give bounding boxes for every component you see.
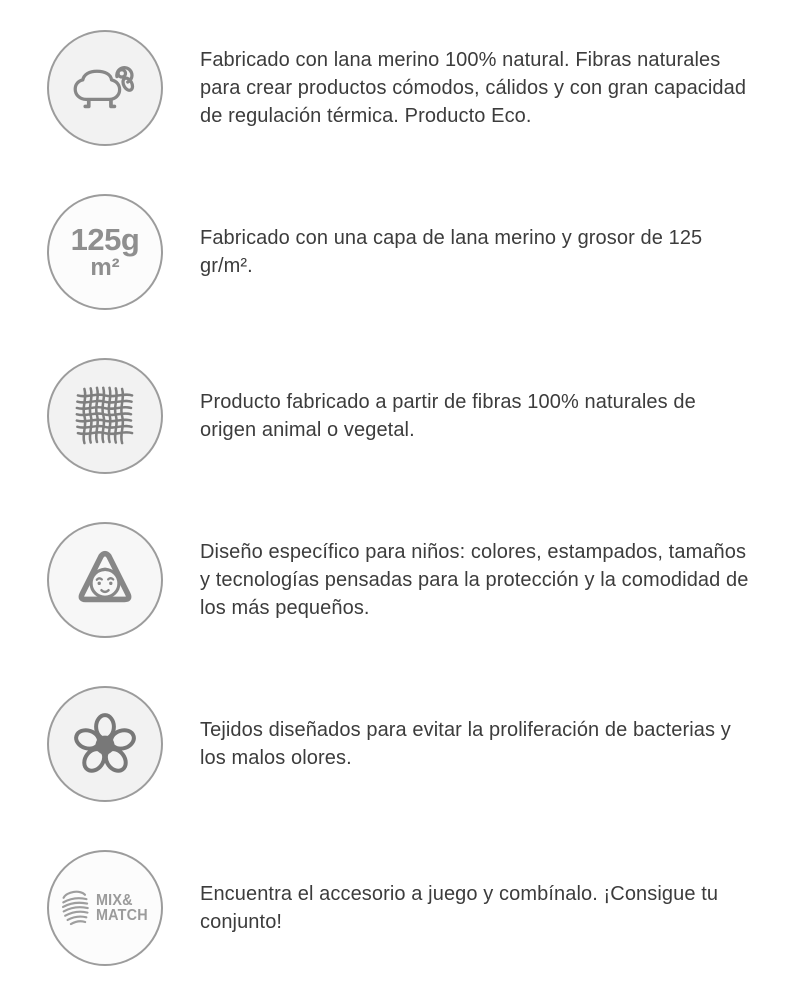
fabric-weight-value: 125g (70, 222, 140, 257)
fabric-weight-label (71, 224, 140, 280)
fabric-weight-unit: m² (90, 254, 120, 281)
feature-text-mix-and-match: Encuentra el accesorio a juego y combínalo. ¡Consigue tu conjunto! (200, 883, 719, 933)
mix-and-match-label (96, 893, 148, 923)
feature-text-anti-odor: Tejidos diseñados para evitar la proliferación de bacterias y los malos olores. (200, 719, 731, 769)
feature-row-anti-odor (47, 662, 752, 826)
flower-icon (47, 686, 163, 802)
mix-and-match-icon (47, 850, 163, 966)
mix-and-match-line1: MIX& (95, 892, 133, 909)
sheep-icon (47, 30, 163, 146)
feature-text-kids-design: Diseño específico para niños: colores, estampados, tamaños y tecnologías pensadas para la protección y la comodidad de los más pequeños. (200, 541, 749, 619)
feature-row-kids-design (47, 498, 752, 662)
yarn-skein-icon (57, 885, 93, 931)
feature-row-fabric-weight (47, 170, 752, 334)
baby-icon (47, 522, 163, 638)
mix-and-match-line2: MATCH (95, 907, 148, 924)
woven-fabric-icon (47, 358, 163, 474)
feature-text-fabric-weight: Fabricado con una capa de lana merino y grosor de 125 gr/m². (200, 227, 703, 277)
feature-text-natural-fibres: Producto fabricado a partir de fibras 100% naturales de origen animal o vegetal. (200, 391, 696, 441)
feature-row-merino-wool (47, 6, 752, 170)
fabric-weight-125g-m2-icon (47, 194, 163, 310)
feature-row-mix-and-match (47, 826, 752, 990)
feature-text-merino-wool: Fabricado con lana merino 100% natural. Fibras naturales para crear productos cómodos, cálidos y con gran capacidad de regulación térmica. Producto Eco. (200, 49, 747, 127)
feature-row-natural-fibres (47, 334, 752, 498)
